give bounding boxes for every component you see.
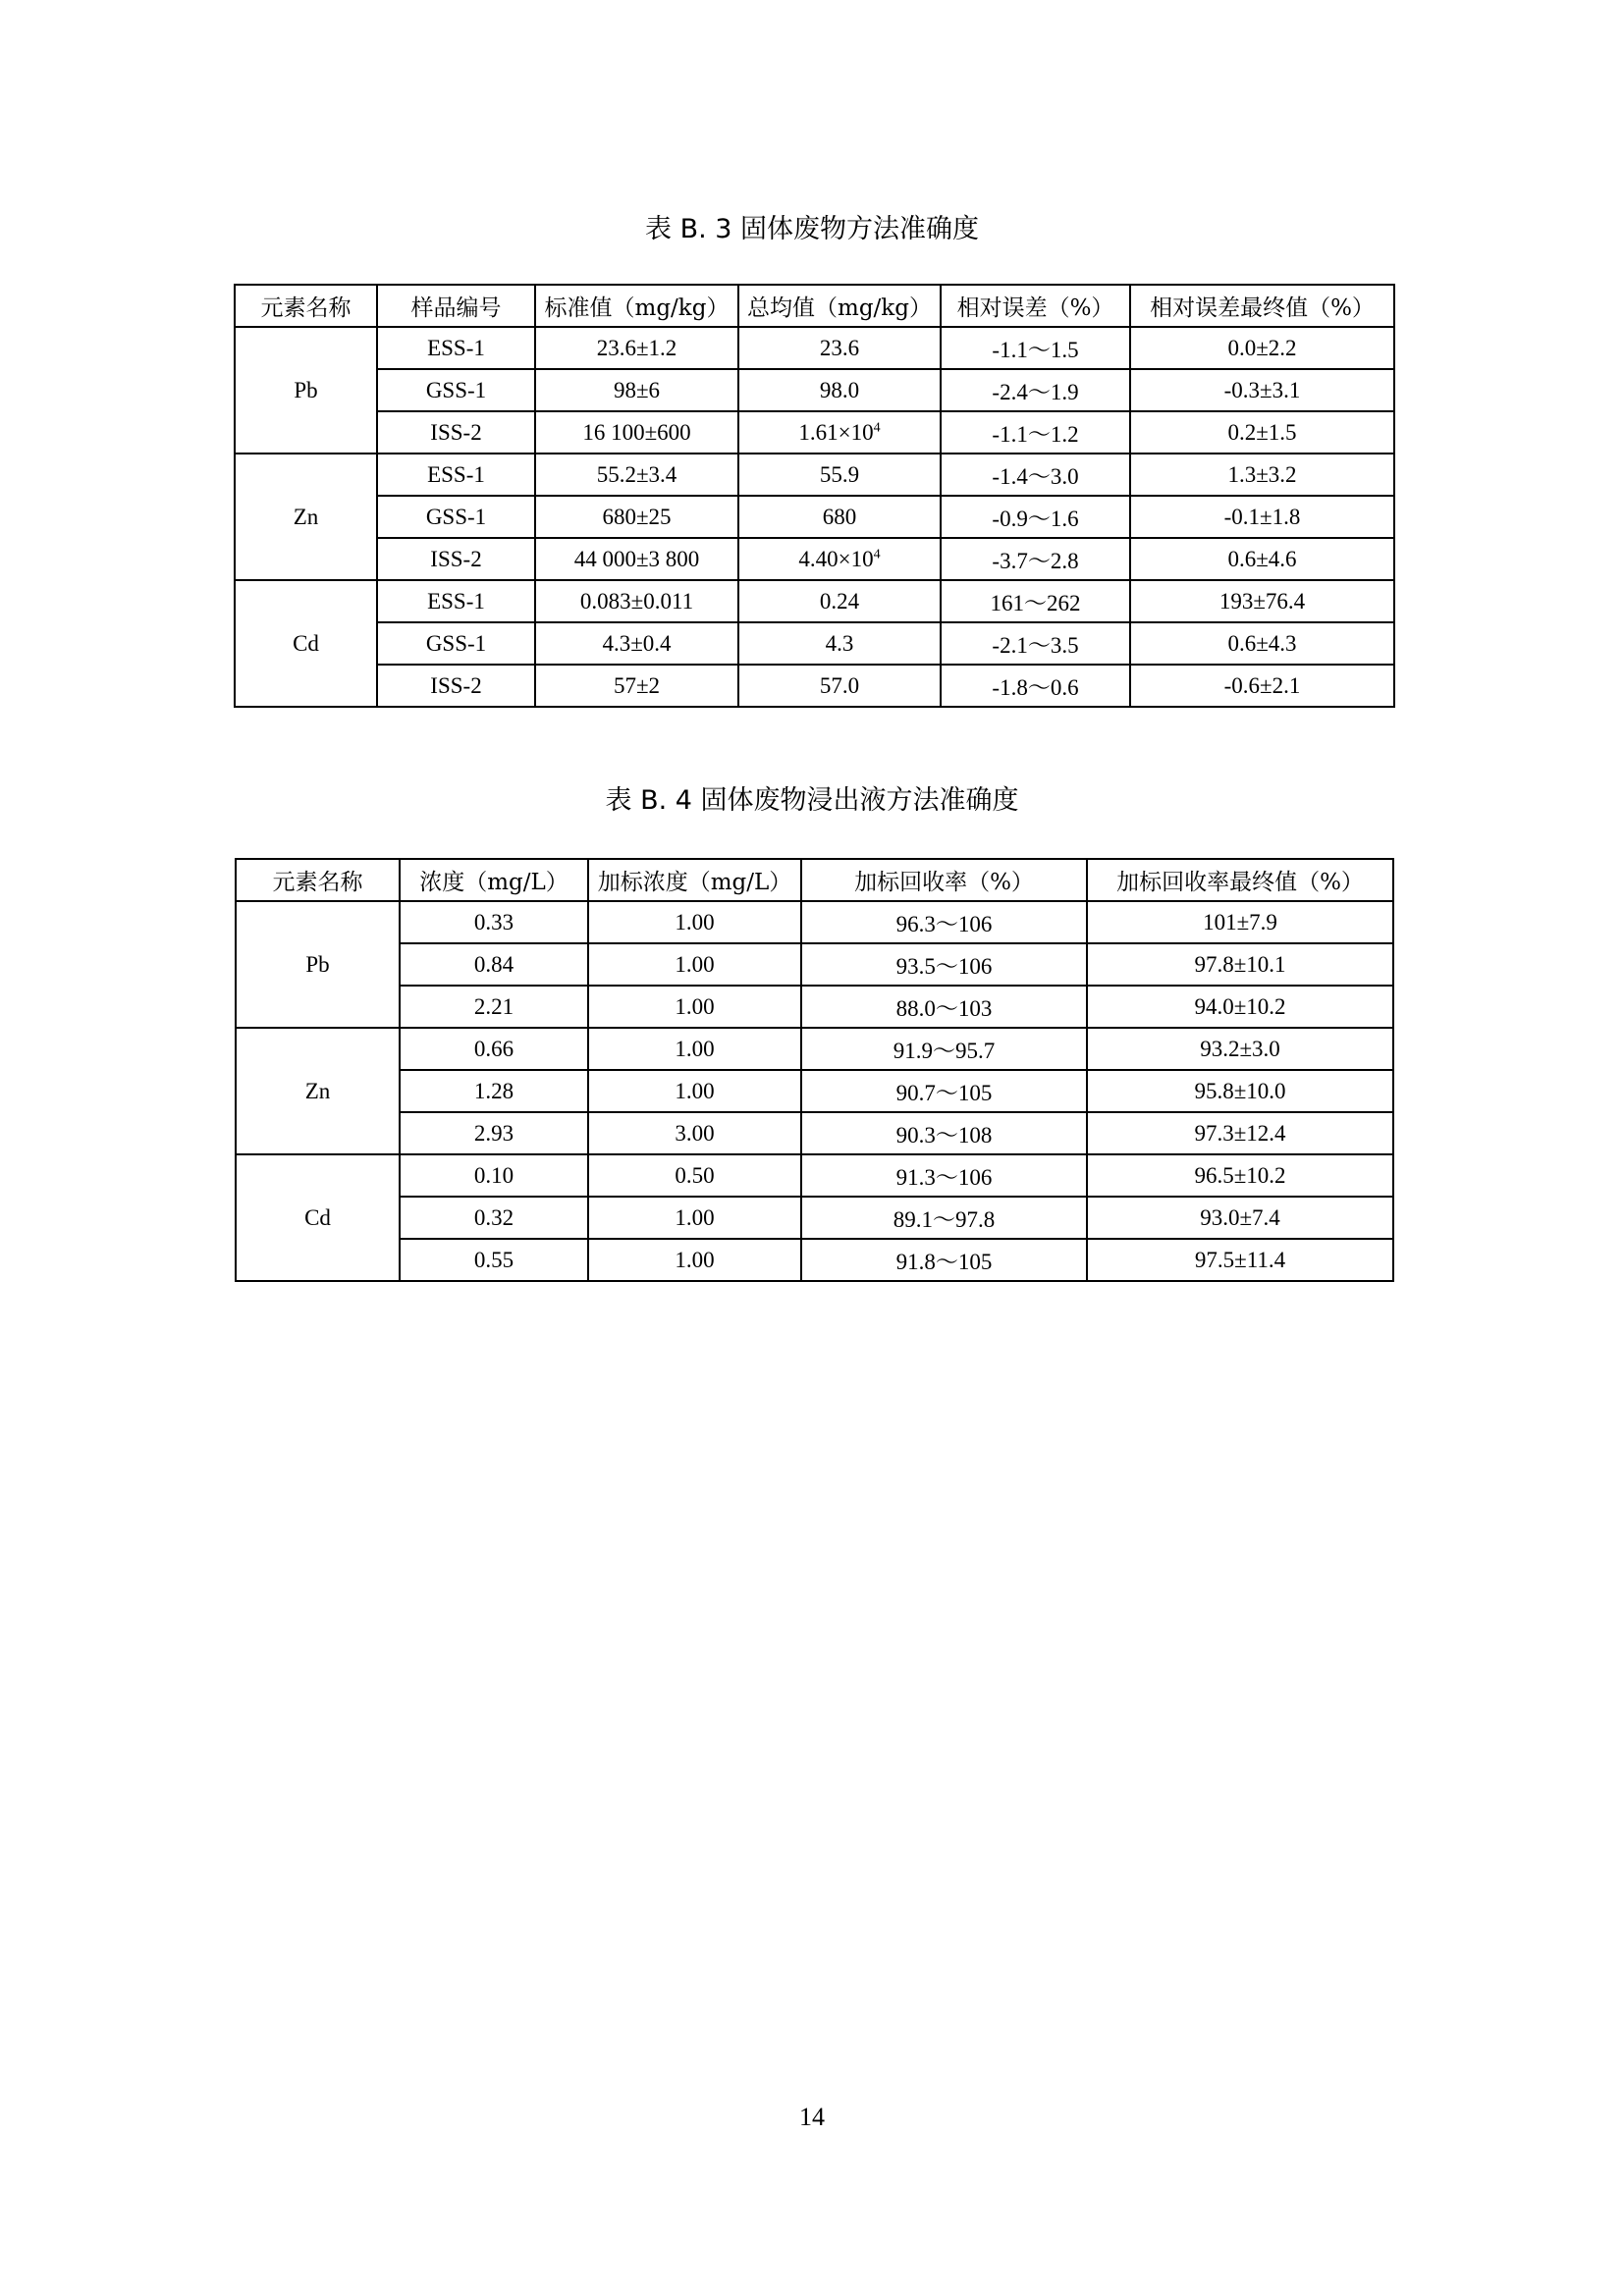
element-cell: Pb	[236, 901, 400, 1028]
final-value-cell: 94.0±10.2	[1087, 986, 1393, 1028]
table-row	[235, 327, 1394, 369]
table-b3	[234, 284, 1395, 708]
sample-cell: ESS-1	[377, 580, 535, 622]
mean-value: 4.3	[825, 630, 854, 656]
table-header-row	[235, 285, 1394, 327]
recovery-cell: 89.1～97.8	[801, 1197, 1087, 1239]
table-row	[235, 622, 1394, 665]
column-header-sample-id: 样品编号	[377, 285, 535, 327]
standard-value-cell: 16 100±600	[535, 411, 738, 454]
relative-error-cell: -0.9～1.6	[941, 496, 1130, 538]
spike-cell: 1.00	[588, 1028, 801, 1070]
table-b3-caption: 表 B. 3 固体废物方法准确度	[644, 214, 980, 244]
recovery-cell: 91.9～95.7	[801, 1028, 1087, 1070]
final-value-cell: 0.6±4.6	[1130, 538, 1394, 580]
mean-exponent: 4	[873, 419, 881, 435]
spike-cell: 1.00	[588, 1239, 801, 1281]
table-row	[236, 1239, 1393, 1281]
recovery-cell: 88.0～103	[801, 986, 1087, 1028]
element-cell: Cd	[235, 580, 377, 707]
table-row	[235, 538, 1394, 580]
table-header-row	[236, 859, 1393, 901]
concentration-cell: 0.33	[400, 901, 588, 943]
recovery-cell: 91.8～105	[801, 1239, 1087, 1281]
final-value-cell: 97.8±10.1	[1087, 943, 1393, 986]
concentration-cell: 0.32	[400, 1197, 588, 1239]
final-value-cell: -0.3±3.1	[1130, 369, 1394, 411]
table-row	[236, 1028, 1393, 1070]
mean-value: 0.24	[819, 588, 860, 614]
table-row	[236, 1112, 1393, 1154]
final-value-cell: 1.3±3.2	[1130, 454, 1394, 496]
final-value-cell: 95.8±10.0	[1087, 1070, 1393, 1112]
relative-error-cell: -1.1～1.5	[941, 327, 1130, 369]
mean-cell	[738, 622, 941, 665]
concentration-cell: 0.84	[400, 943, 588, 986]
recovery-cell: 91.3～106	[801, 1154, 1087, 1197]
spike-cell: 0.50	[588, 1154, 801, 1197]
mean-cell	[738, 538, 941, 580]
mean-value: 57.0	[819, 672, 860, 698]
relative-error-cell: -1.4～3.0	[941, 454, 1130, 496]
table-row	[236, 1197, 1393, 1239]
standard-value-cell: 0.083±0.011	[535, 580, 738, 622]
page-number: 14	[799, 2103, 825, 2131]
relative-error-cell: -2.4～1.9	[941, 369, 1130, 411]
final-value-cell: 97.3±12.4	[1087, 1112, 1393, 1154]
column-header-concentration: 浓度（mg/L）	[400, 859, 588, 901]
mean-value: 23.6	[819, 335, 860, 360]
mean-cell	[738, 496, 941, 538]
final-value-cell: 93.0±7.4	[1087, 1197, 1393, 1239]
standard-value-cell: 57±2	[535, 665, 738, 707]
table-row	[235, 411, 1394, 454]
column-header-relative-error: 相对误差（%）	[941, 285, 1130, 327]
sample-cell: ESS-1	[377, 454, 535, 496]
spike-cell: 1.00	[588, 1070, 801, 1112]
table-b4-caption: 表 B. 4 固体废物浸出液方法准确度	[605, 785, 1019, 816]
sample-cell: ISS-2	[377, 538, 535, 580]
column-header-recovery: 加标回收率（%）	[801, 859, 1087, 901]
relative-error-cell: -3.7～2.8	[941, 538, 1130, 580]
table-row	[236, 943, 1393, 986]
spike-cell: 1.00	[588, 986, 801, 1028]
table-b4	[235, 858, 1394, 1282]
mean-value: 1.61×10	[798, 419, 874, 445]
standard-value-cell: 44 000±3 800	[535, 538, 738, 580]
sample-cell: ISS-2	[377, 411, 535, 454]
mean-cell	[738, 411, 941, 454]
sample-cell: GSS-1	[377, 496, 535, 538]
relative-error-cell: 161～262	[941, 580, 1130, 622]
table-row	[236, 986, 1393, 1028]
element-cell: Zn	[236, 1028, 400, 1154]
table-row	[235, 496, 1394, 538]
final-value-cell: 193±76.4	[1130, 580, 1394, 622]
final-value-cell: 93.2±3.0	[1087, 1028, 1393, 1070]
concentration-cell: 0.55	[400, 1239, 588, 1281]
column-header-overall-mean: 总均值（mg/kg）	[738, 285, 941, 327]
column-header-relative-error-final: 相对误差最终值（%）	[1130, 285, 1394, 327]
concentration-cell: 2.21	[400, 986, 588, 1028]
mean-exponent: 4	[873, 546, 881, 561]
column-header-element: 元素名称	[236, 859, 400, 901]
table-row	[235, 580, 1394, 622]
mean-value: 4.40×10	[798, 546, 874, 571]
sample-cell: ISS-2	[377, 665, 535, 707]
spike-cell: 3.00	[588, 1112, 801, 1154]
element-cell: Pb	[235, 327, 377, 454]
sample-cell: GSS-1	[377, 622, 535, 665]
standard-value-cell: 680±25	[535, 496, 738, 538]
relative-error-cell: -1.1～1.2	[941, 411, 1130, 454]
table-row	[236, 901, 1393, 943]
concentration-cell: 1.28	[400, 1070, 588, 1112]
column-header-recovery-final: 加标回收率最终值（%）	[1087, 859, 1393, 901]
relative-error-cell: -2.1～3.5	[941, 622, 1130, 665]
table-row	[235, 665, 1394, 707]
mean-value: 98.0	[819, 377, 860, 402]
table-row	[235, 454, 1394, 496]
final-value-cell: 101±7.9	[1087, 901, 1393, 943]
column-header-element: 元素名称	[235, 285, 377, 327]
table-row	[235, 369, 1394, 411]
mean-cell	[738, 327, 941, 369]
column-header-standard-value: 标准值（mg/kg）	[535, 285, 738, 327]
mean-value: 680	[822, 504, 857, 529]
spike-cell: 1.00	[588, 901, 801, 943]
concentration-cell: 0.66	[400, 1028, 588, 1070]
spike-cell: 1.00	[588, 1197, 801, 1239]
column-header-spike-concentration: 加标浓度（mg/L）	[588, 859, 801, 901]
mean-cell	[738, 665, 941, 707]
final-value-cell: 96.5±10.2	[1087, 1154, 1393, 1197]
mean-value: 55.9	[819, 461, 860, 487]
element-cell: Cd	[236, 1154, 400, 1281]
standard-value-cell: 23.6±1.2	[535, 327, 738, 369]
concentration-cell: 0.10	[400, 1154, 588, 1197]
final-value-cell: 0.6±4.3	[1130, 622, 1394, 665]
table-row	[236, 1070, 1393, 1112]
element-cell: Zn	[235, 454, 377, 580]
concentration-cell: 2.93	[400, 1112, 588, 1154]
sample-cell: GSS-1	[377, 369, 535, 411]
spike-cell: 1.00	[588, 943, 801, 986]
final-value-cell: 0.0±2.2	[1130, 327, 1394, 369]
final-value-cell: -0.1±1.8	[1130, 496, 1394, 538]
recovery-cell: 90.3～108	[801, 1112, 1087, 1154]
final-value-cell: 0.2±1.5	[1130, 411, 1394, 454]
table-row	[236, 1154, 1393, 1197]
recovery-cell: 93.5～106	[801, 943, 1087, 986]
mean-cell	[738, 580, 941, 622]
standard-value-cell: 55.2±3.4	[535, 454, 738, 496]
final-value-cell: -0.6±2.1	[1130, 665, 1394, 707]
recovery-cell: 90.7～105	[801, 1070, 1087, 1112]
final-value-cell: 97.5±11.4	[1087, 1239, 1393, 1281]
relative-error-cell: -1.8～0.6	[941, 665, 1130, 707]
sample-cell: ESS-1	[377, 327, 535, 369]
standard-value-cell: 4.3±0.4	[535, 622, 738, 665]
standard-value-cell: 98±6	[535, 369, 738, 411]
mean-cell	[738, 369, 941, 411]
recovery-cell: 96.3～106	[801, 901, 1087, 943]
mean-cell	[738, 454, 941, 496]
